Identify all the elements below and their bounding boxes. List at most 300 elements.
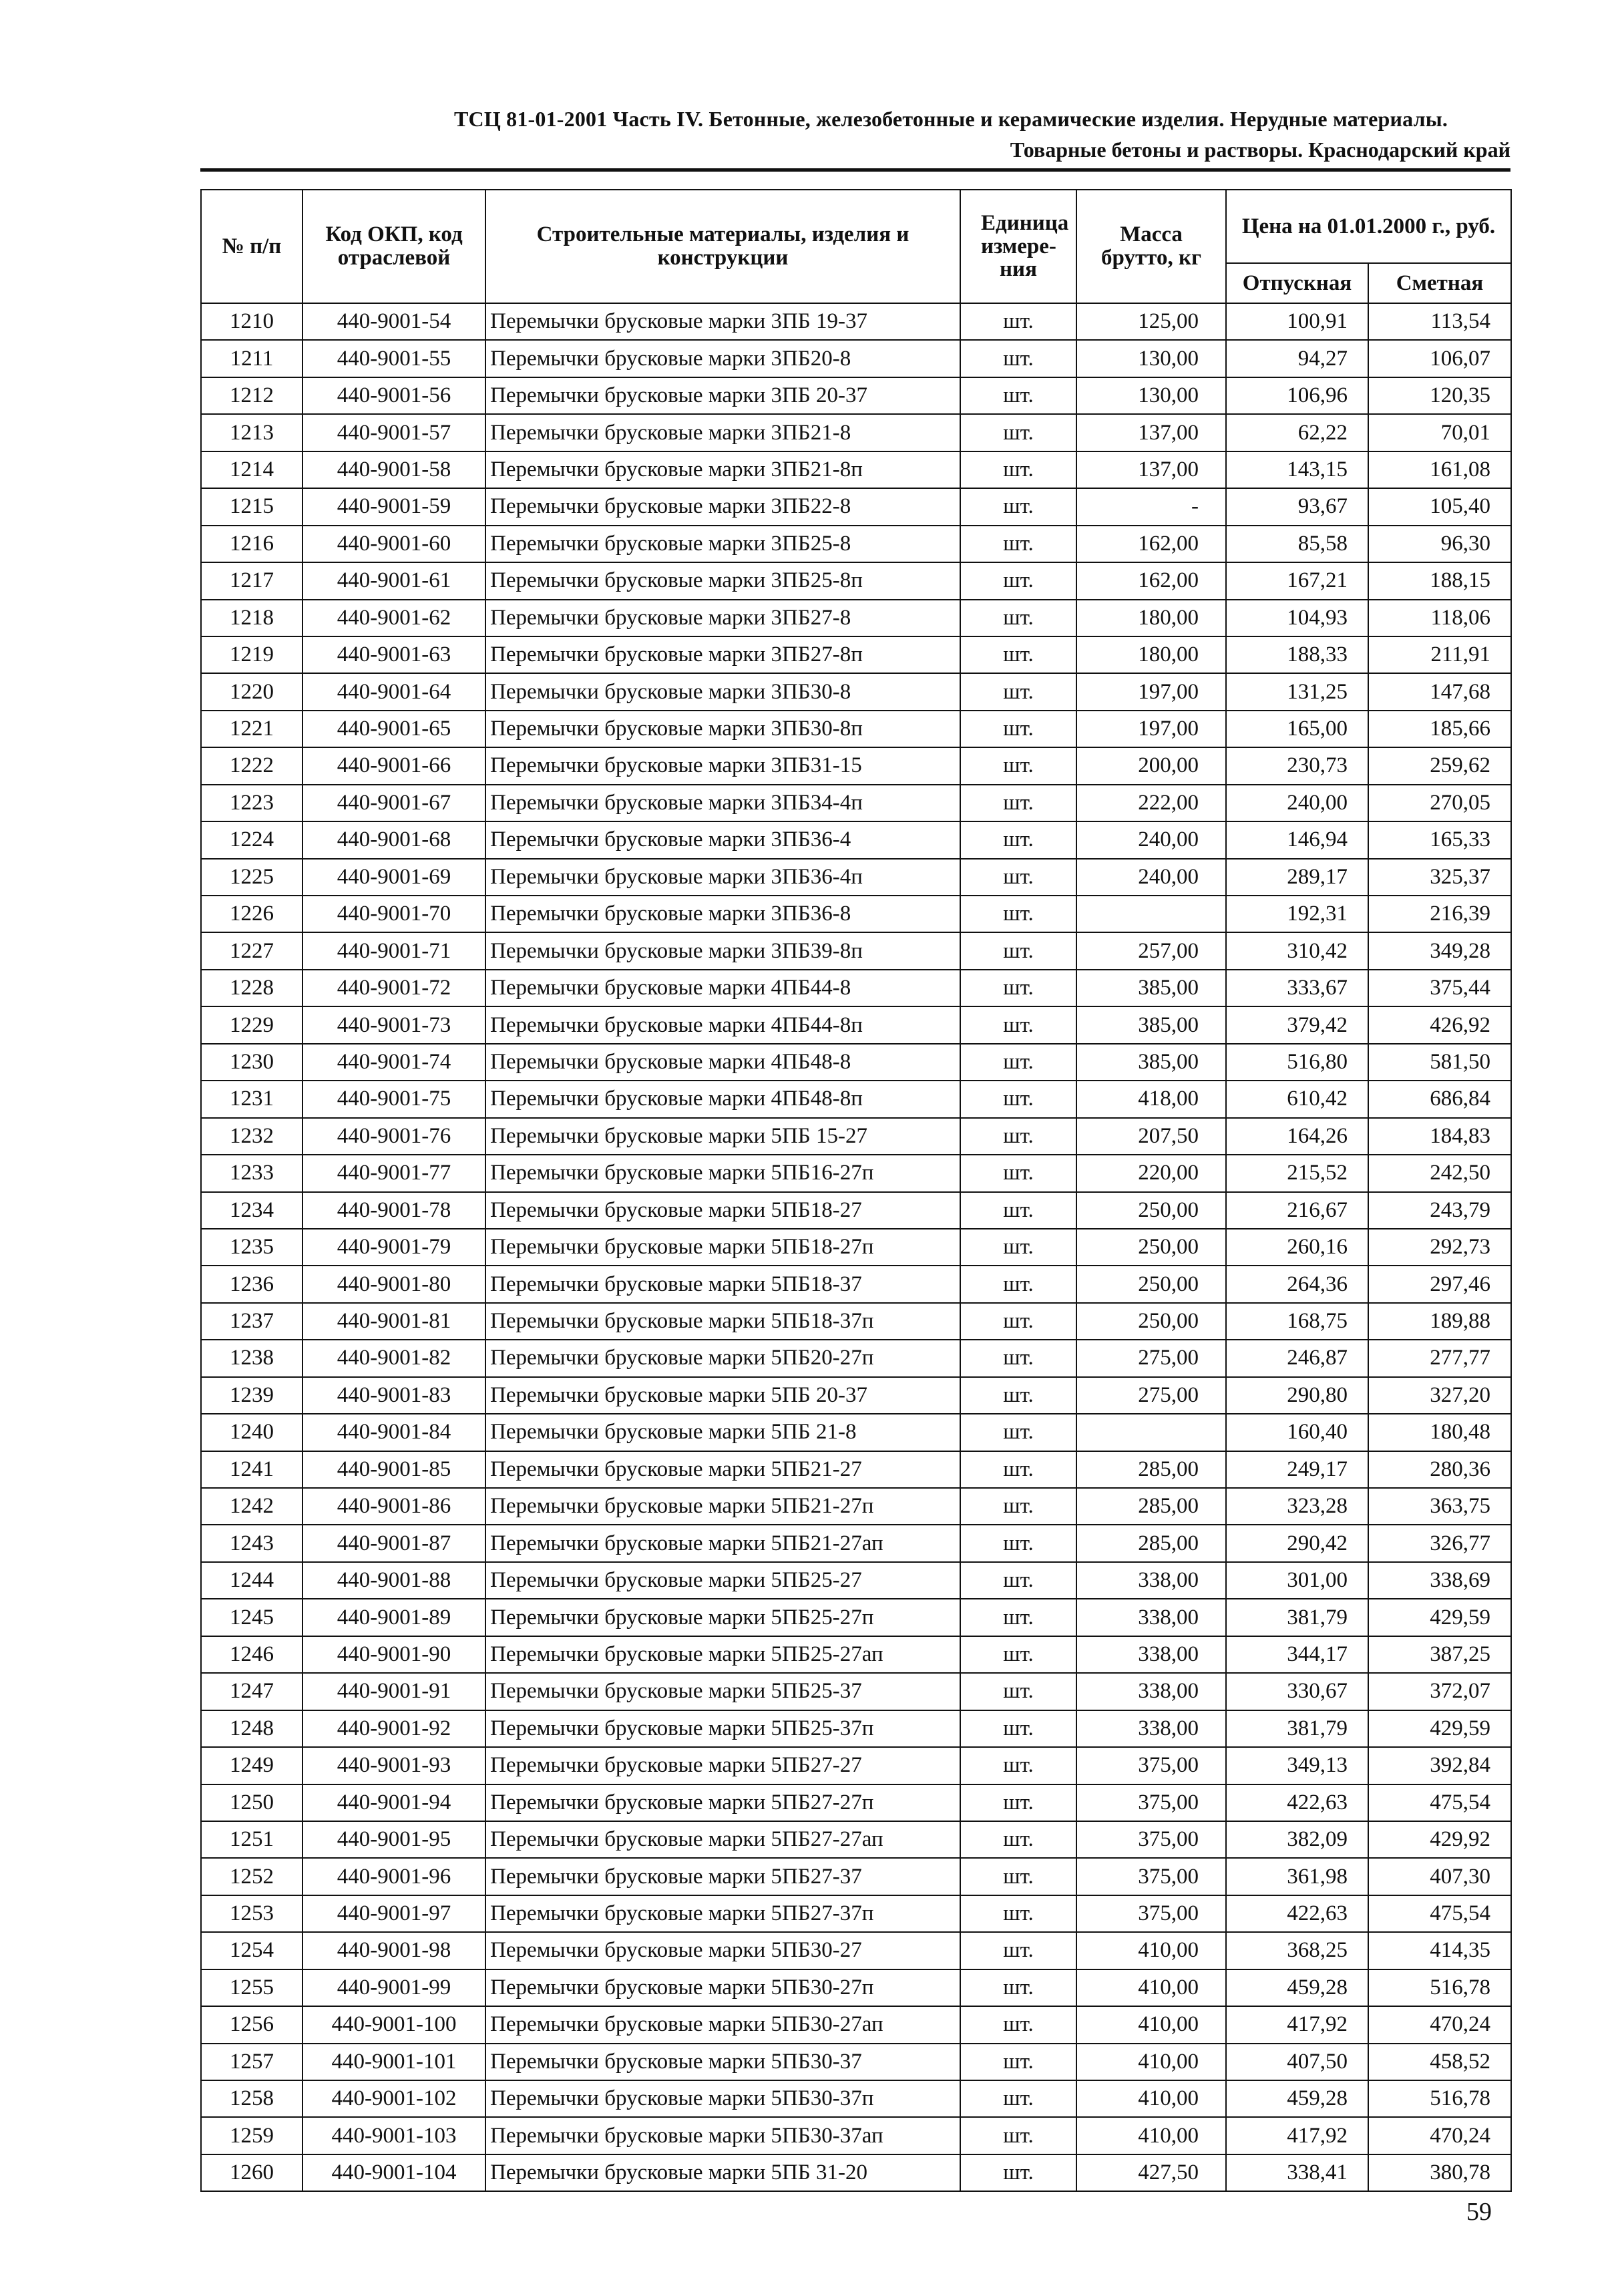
estimate-price-cell: 185,66 [1368,711,1511,747]
unit-cell: шт. [960,600,1076,636]
material-name-cell: Перемычки брусковые марки 5ПБ25-27ап [485,1636,960,1673]
estimate-price-cell: 325,37 [1368,859,1511,896]
estimate-price-cell: 407,30 [1368,1858,1511,1895]
okp-code-cell: 440-9001-55 [302,340,485,377]
gross-mass-cell: 375,00 [1076,1747,1226,1784]
table-row [201,1969,1511,2006]
estimate-price-cell: 414,35 [1368,1932,1511,1969]
unit-cell: шт. [960,1155,1076,1191]
table-row [201,896,1511,932]
okp-code-cell: 440-9001-58 [302,451,485,488]
gross-mass-cell: 285,00 [1076,1451,1226,1488]
unit-cell: шт. [960,1414,1076,1451]
material-name-cell: Перемычки брусковые марки 5ПБ30-27 [485,1932,960,1969]
material-name-cell: Перемычки брусковые марки 3ПБ36-4 [485,821,960,858]
release-price-cell: 289,17 [1226,859,1368,896]
row-number-cell: 1243 [201,1525,302,1561]
gross-mass-cell: 197,00 [1076,673,1226,710]
row-number-cell: 1252 [201,1858,302,1895]
gross-mass-cell: 130,00 [1076,340,1226,377]
table-row [201,488,1511,525]
estimate-price-cell: 470,24 [1368,2117,1511,2154]
estimate-price-cell: 516,78 [1368,2080,1511,2117]
material-name-cell: Перемычки брусковые марки 5ПБ21-27п [485,1488,960,1525]
okp-code-cell: 440-9001-71 [302,932,485,969]
row-number-cell: 1255 [201,1969,302,2006]
okp-code-cell: 440-9001-92 [302,1710,485,1747]
material-name-cell: Перемычки брусковые марки 5ПБ30-27п [485,1969,960,2006]
estimate-price-cell: 280,36 [1368,1451,1511,1488]
unit-cell: шт. [960,1303,1076,1340]
estimate-price-cell: 184,83 [1368,1118,1511,1155]
release-price-cell: 290,80 [1226,1377,1368,1414]
col-header-name: Строительные материалы, изделия и конструкции [485,190,960,303]
table-row [201,1044,1511,1081]
gross-mass-cell: 410,00 [1076,1932,1226,1969]
material-name-cell: Перемычки брусковые марки 5ПБ 31-20 [485,2154,960,2191]
material-name-cell: Перемычки брусковые марки 3ПБ 19-37 [485,303,960,340]
gross-mass-cell: 410,00 [1076,2117,1226,2154]
gross-mass-cell: 275,00 [1076,1340,1226,1376]
gross-mass-cell: 137,00 [1076,414,1226,451]
row-number-cell: 1229 [201,1006,302,1043]
okp-code-cell: 440-9001-76 [302,1118,485,1155]
row-number-cell: 1257 [201,2044,302,2080]
release-price-cell: 381,79 [1226,1599,1368,1636]
release-price-cell: 610,42 [1226,1081,1368,1117]
estimate-price-cell: 581,50 [1368,1044,1511,1081]
row-number-cell: 1256 [201,2006,302,2043]
unit-cell: шт. [960,340,1076,377]
row-number-cell: 1225 [201,859,302,896]
okp-code-cell: 440-9001-101 [302,2044,485,2080]
material-name-cell: Перемычки брусковые марки 5ПБ27-27п [485,1784,960,1821]
unit-cell: шт. [960,1636,1076,1673]
estimate-price-cell: 161,08 [1368,451,1511,488]
gross-mass-cell: 240,00 [1076,859,1226,896]
table-row [201,1673,1511,1710]
row-number-cell: 1251 [201,1821,302,1858]
material-name-cell: Перемычки брусковые марки 5ПБ30-37ап [485,2117,960,2154]
release-price-cell: 240,00 [1226,785,1368,821]
row-number-cell: 1249 [201,1747,302,1784]
okp-code-cell: 440-9001-86 [302,1488,485,1525]
row-number-cell: 1248 [201,1710,302,1747]
gross-mass-cell: 250,00 [1076,1303,1226,1340]
release-price-cell: 323,28 [1226,1488,1368,1525]
estimate-price-cell: 243,79 [1368,1192,1511,1229]
row-number-cell: 1235 [201,1229,302,1266]
material-name-cell: Перемычки брусковые марки 5ПБ25-37 [485,1673,960,1710]
col-header-price-release: Отпускная [1226,263,1368,303]
gross-mass-cell: 130,00 [1076,377,1226,414]
material-name-cell: Перемычки брусковые марки 5ПБ20-27п [485,1340,960,1376]
row-number-cell: 1220 [201,673,302,710]
unit-cell: шт. [960,451,1076,488]
gross-mass-cell: 375,00 [1076,1821,1226,1858]
row-number-cell: 1227 [201,932,302,969]
estimate-price-cell: 120,35 [1368,377,1511,414]
row-number-cell: 1260 [201,2154,302,2191]
table-row [201,785,1511,821]
row-number-cell: 1254 [201,1932,302,1969]
unit-cell: шт. [960,1525,1076,1561]
okp-code-cell: 440-9001-90 [302,1636,485,1673]
material-name-cell: Перемычки брусковые марки 5ПБ18-27 [485,1192,960,1229]
table-row [201,562,1511,599]
estimate-price-cell: 180,48 [1368,1414,1511,1451]
unit-cell: шт. [960,1451,1076,1488]
material-name-cell: Перемычки брусковые марки 5ПБ27-27ап [485,1821,960,1858]
okp-code-cell: 440-9001-84 [302,1414,485,1451]
table-row [201,1303,1511,1340]
material-name-cell: Перемычки брусковые марки 4ПБ48-8 [485,1044,960,1081]
table-row [201,636,1511,673]
release-price-cell: 516,80 [1226,1044,1368,1081]
unit-cell: шт. [960,488,1076,525]
material-name-cell: Перемычки брусковые марки 3ПБ30-8 [485,673,960,710]
estimate-price-cell: 211,91 [1368,636,1511,673]
table-row [201,711,1511,747]
row-number-cell: 1219 [201,636,302,673]
okp-code-cell: 440-9001-73 [302,1006,485,1043]
row-number-cell: 1218 [201,600,302,636]
row-number-cell: 1259 [201,2117,302,2154]
gross-mass-cell: 257,00 [1076,932,1226,969]
release-price-cell: 422,63 [1226,1784,1368,1821]
release-price-cell: 131,25 [1226,673,1368,710]
table-row [201,600,1511,636]
table-row [201,1006,1511,1043]
material-name-cell: Перемычки брусковые марки 3ПБ20-8 [485,340,960,377]
okp-code-cell: 440-9001-66 [302,747,485,784]
row-number-cell: 1233 [201,1155,302,1191]
estimate-price-cell: 375,44 [1368,970,1511,1006]
okp-code-cell: 440-9001-104 [302,2154,485,2191]
release-price-cell: 361,98 [1226,1858,1368,1895]
unit-cell: шт. [960,1932,1076,1969]
row-number-cell: 1236 [201,1266,302,1302]
row-number-cell: 1238 [201,1340,302,1376]
row-number-cell: 1250 [201,1784,302,1821]
okp-code-cell: 440-9001-93 [302,1747,485,1784]
estimate-price-cell: 392,84 [1368,1747,1511,1784]
release-price-cell: 338,41 [1226,2154,1368,2191]
material-name-cell: Перемычки брусковые марки 5ПБ 20-37 [485,1377,960,1414]
gross-mass-cell: 200,00 [1076,747,1226,784]
material-name-cell: Перемычки брусковые марки 5ПБ30-27ап [485,2006,960,2043]
estimate-price-cell: 292,73 [1368,1229,1511,1266]
material-name-cell: Перемычки брусковые марки 5ПБ16-27п [485,1155,960,1191]
unit-cell: шт. [960,896,1076,932]
material-name-cell: Перемычки брусковые марки 4ПБ44-8п [485,1006,960,1043]
table-row [201,1192,1511,1229]
material-name-cell: Перемычки брусковые марки 5ПБ18-37 [485,1266,960,1302]
table-row [201,859,1511,896]
okp-code-cell: 440-9001-69 [302,859,485,896]
material-name-cell: Перемычки брусковые марки 3ПБ27-8 [485,600,960,636]
gross-mass-cell: 125,00 [1076,303,1226,340]
release-price-cell: 379,42 [1226,1006,1368,1043]
okp-code-cell: 440-9001-89 [302,1599,485,1636]
unit-cell: шт. [960,1377,1076,1414]
unit-cell: шт. [960,377,1076,414]
gross-mass-cell: 410,00 [1076,2044,1226,2080]
estimate-price-cell: 270,05 [1368,785,1511,821]
unit-cell: шт. [960,2117,1076,2154]
unit-cell: шт. [960,673,1076,710]
table-row [201,1451,1511,1488]
estimate-price-cell: 105,40 [1368,488,1511,525]
estimate-price-cell: 458,52 [1368,2044,1511,2080]
material-name-cell: Перемычки брусковые марки 3ПБ36-8 [485,896,960,932]
table-row [201,377,1511,414]
table-row [201,1266,1511,1302]
okp-code-cell: 440-9001-82 [302,1340,485,1376]
okp-code-cell: 440-9001-80 [302,1266,485,1302]
gross-mass-cell: 180,00 [1076,600,1226,636]
release-price-cell: 93,67 [1226,488,1368,525]
okp-code-cell: 440-9001-74 [302,1044,485,1081]
release-price-cell: 349,13 [1226,1747,1368,1784]
okp-code-cell: 440-9001-61 [302,562,485,599]
table-row [201,1932,1511,1969]
row-number-cell: 1244 [201,1562,302,1599]
table-row [201,1784,1511,1821]
table-row [201,2006,1511,2043]
okp-code-cell: 440-9001-99 [302,1969,485,2006]
release-price-cell: 417,92 [1226,2117,1368,2154]
release-price-cell: 310,42 [1226,932,1368,969]
row-number-cell: 1240 [201,1414,302,1451]
release-price-cell: 160,40 [1226,1414,1368,1451]
gross-mass-cell: 375,00 [1076,1784,1226,1821]
unit-cell: шт. [960,1895,1076,1932]
unit-cell: шт. [960,2044,1076,2080]
gross-mass-cell: 410,00 [1076,1969,1226,2006]
release-price-cell: 188,33 [1226,636,1368,673]
material-name-cell: Перемычки брусковые марки 3ПБ34-4п [485,785,960,821]
col-header-mass: Масса брутто, кг [1076,190,1226,303]
gross-mass-cell: 250,00 [1076,1266,1226,1302]
release-price-cell: 264,36 [1226,1266,1368,1302]
gross-mass-cell: 418,00 [1076,1081,1226,1117]
page-header [200,107,1510,172]
row-number-cell: 1217 [201,562,302,599]
estimate-price-cell: 349,28 [1368,932,1511,969]
estimate-price-cell: 475,54 [1368,1784,1511,1821]
row-number-cell: 1216 [201,526,302,562]
table-row [201,451,1511,488]
unit-cell: шт. [960,1118,1076,1155]
table-row [201,1081,1511,1117]
table-row [201,2044,1511,2080]
estimate-price-cell: 363,75 [1368,1488,1511,1525]
gross-mass-cell: 410,00 [1076,2080,1226,2117]
release-price-cell: 104,93 [1226,600,1368,636]
okp-code-cell: 440-9001-67 [302,785,485,821]
estimate-price-cell: 297,46 [1368,1266,1511,1302]
release-price-cell: 85,58 [1226,526,1368,562]
material-name-cell: Перемычки брусковые марки 5ПБ25-27 [485,1562,960,1599]
table-row [201,1895,1511,1932]
gross-mass-cell: 338,00 [1076,1636,1226,1673]
okp-code-cell: 440-9001-100 [302,2006,485,2043]
row-number-cell: 1221 [201,711,302,747]
okp-code-cell: 440-9001-79 [302,1229,485,1266]
row-number-cell: 1241 [201,1451,302,1488]
release-price-cell: 290,42 [1226,1525,1368,1561]
estimate-price-cell: 426,92 [1368,1006,1511,1043]
table-header [201,190,1511,303]
unit-cell: шт. [960,1562,1076,1599]
estimate-price-cell: 429,92 [1368,1821,1511,1858]
unit-cell: шт. [960,1969,1076,2006]
row-number-cell: 1231 [201,1081,302,1117]
row-number-cell: 1239 [201,1377,302,1414]
okp-code-cell: 440-9001-62 [302,600,485,636]
okp-code-cell: 440-9001-63 [302,636,485,673]
table-row [201,1488,1511,1525]
okp-code-cell: 440-9001-102 [302,2080,485,2117]
estimate-price-cell: 327,20 [1368,1377,1511,1414]
table-row [201,303,1511,340]
table-row [201,673,1511,710]
row-number-cell: 1211 [201,340,302,377]
gross-mass-cell: 250,00 [1076,1192,1226,1229]
okp-code-cell: 440-9001-98 [302,1932,485,1969]
table-row [201,414,1511,451]
release-price-cell: 215,52 [1226,1155,1368,1191]
table-row [201,2080,1511,2117]
row-number-cell: 1237 [201,1303,302,1340]
release-price-cell: 417,92 [1226,2006,1368,2043]
gross-mass-cell: 275,00 [1076,1377,1226,1414]
gross-mass-cell: 220,00 [1076,1155,1226,1191]
gross-mass-cell: 375,00 [1076,1895,1226,1932]
unit-cell: шт. [960,1599,1076,1636]
table-row [201,1340,1511,1376]
material-name-cell: Перемычки брусковые марки 5ПБ 21-8 [485,1414,960,1451]
unit-cell: шт. [960,1747,1076,1784]
gross-mass-cell: 197,00 [1076,711,1226,747]
row-number-cell: 1230 [201,1044,302,1081]
table-row [201,1636,1511,1673]
gross-mass-cell: 137,00 [1076,451,1226,488]
col-header-num: № п/п [201,190,302,303]
okp-code-cell: 440-9001-97 [302,1895,485,1932]
estimate-price-cell: 96,30 [1368,526,1511,562]
estimate-price-cell: 188,15 [1368,562,1511,599]
table-row [201,340,1511,377]
material-name-cell: Перемычки брусковые марки 5ПБ18-27п [485,1229,960,1266]
material-name-cell: Перемычки брусковые марки 5ПБ27-37 [485,1858,960,1895]
release-price-cell: 249,17 [1226,1451,1368,1488]
table-row [201,1377,1511,1414]
material-name-cell: Перемычки брусковые марки 3ПБ27-8п [485,636,960,673]
col-header-code: Код ОКП, код отраслевой [302,190,485,303]
release-price-cell: 165,00 [1226,711,1368,747]
release-price-cell: 333,67 [1226,970,1368,1006]
table-row [201,1858,1511,1895]
release-price-cell: 192,31 [1226,896,1368,932]
okp-code-cell: 440-9001-57 [302,414,485,451]
material-name-cell: Перемычки брусковые марки 3ПБ 20-37 [485,377,960,414]
okp-code-cell: 440-9001-59 [302,488,485,525]
col-header-unit: Единица измере-ния [960,190,1076,303]
row-number-cell: 1223 [201,785,302,821]
release-price-cell: 260,16 [1226,1229,1368,1266]
release-price-cell: 422,63 [1226,1895,1368,1932]
col-header-price-estimate: Сметная [1368,263,1511,303]
okp-code-cell: 440-9001-68 [302,821,485,858]
release-price-cell: 100,91 [1226,303,1368,340]
release-price-cell: 382,09 [1226,1821,1368,1858]
unit-cell: шт. [960,414,1076,451]
gross-mass-cell: 385,00 [1076,1044,1226,1081]
material-name-cell: Перемычки брусковые марки 3ПБ21-8п [485,451,960,488]
release-price-cell: 330,67 [1226,1673,1368,1710]
release-price-cell: 106,96 [1226,377,1368,414]
table-row [201,1414,1511,1451]
table-row [201,821,1511,858]
table-row [201,747,1511,784]
okp-code-cell: 440-9001-60 [302,526,485,562]
gross-mass-cell: 250,00 [1076,1229,1226,1266]
okp-code-cell: 440-9001-64 [302,673,485,710]
unit-cell: шт. [960,932,1076,969]
gross-mass-cell: 162,00 [1076,562,1226,599]
unit-cell: шт. [960,859,1076,896]
unit-cell: шт. [960,785,1076,821]
okp-code-cell: 440-9001-56 [302,377,485,414]
unit-cell: шт. [960,2154,1076,2191]
estimate-price-cell: 259,62 [1368,747,1511,784]
estimate-price-cell: 387,25 [1368,1636,1511,1673]
material-name-cell: Перемычки брусковые марки 5ПБ25-37п [485,1710,960,1747]
table-row [201,1747,1511,1784]
unit-cell: шт. [960,711,1076,747]
row-number-cell: 1214 [201,451,302,488]
header-title-line1: ТСЦ 81-01-2001 Часть IV. Бетонные, железобетонные и керамические изделия. Нерудные материалы. [454,107,1448,131]
unit-cell: шт. [960,1266,1076,1302]
okp-code-cell: 440-9001-88 [302,1562,485,1599]
table-row [201,1599,1511,1636]
okp-code-cell: 440-9001-95 [302,1821,485,1858]
row-number-cell: 1212 [201,377,302,414]
unit-cell: шт. [960,1488,1076,1525]
estimate-price-cell: 475,54 [1368,1895,1511,1932]
price-table [200,189,1512,2192]
okp-code-cell: 440-9001-54 [302,303,485,340]
row-number-cell: 1258 [201,2080,302,2117]
unit-cell: шт. [960,1821,1076,1858]
release-price-cell: 344,17 [1226,1636,1368,1673]
material-name-cell: Перемычки брусковые марки 3ПБ25-8п [485,562,960,599]
gross-mass-cell: 338,00 [1076,1673,1226,1710]
estimate-price-cell: 189,88 [1368,1303,1511,1340]
gross-mass-cell: 240,00 [1076,821,1226,858]
okp-code-cell: 440-9001-85 [302,1451,485,1488]
gross-mass-cell [1076,1414,1226,1451]
gross-mass-cell: 180,00 [1076,636,1226,673]
table-row [201,1118,1511,1155]
estimate-price-cell: 470,24 [1368,2006,1511,2043]
material-name-cell: Перемычки брусковые марки 5ПБ27-27 [485,1747,960,1784]
gross-mass-cell: 222,00 [1076,785,1226,821]
material-name-cell: Перемычки брусковые марки 3ПБ31-15 [485,747,960,784]
estimate-price-cell: 338,69 [1368,1562,1511,1599]
